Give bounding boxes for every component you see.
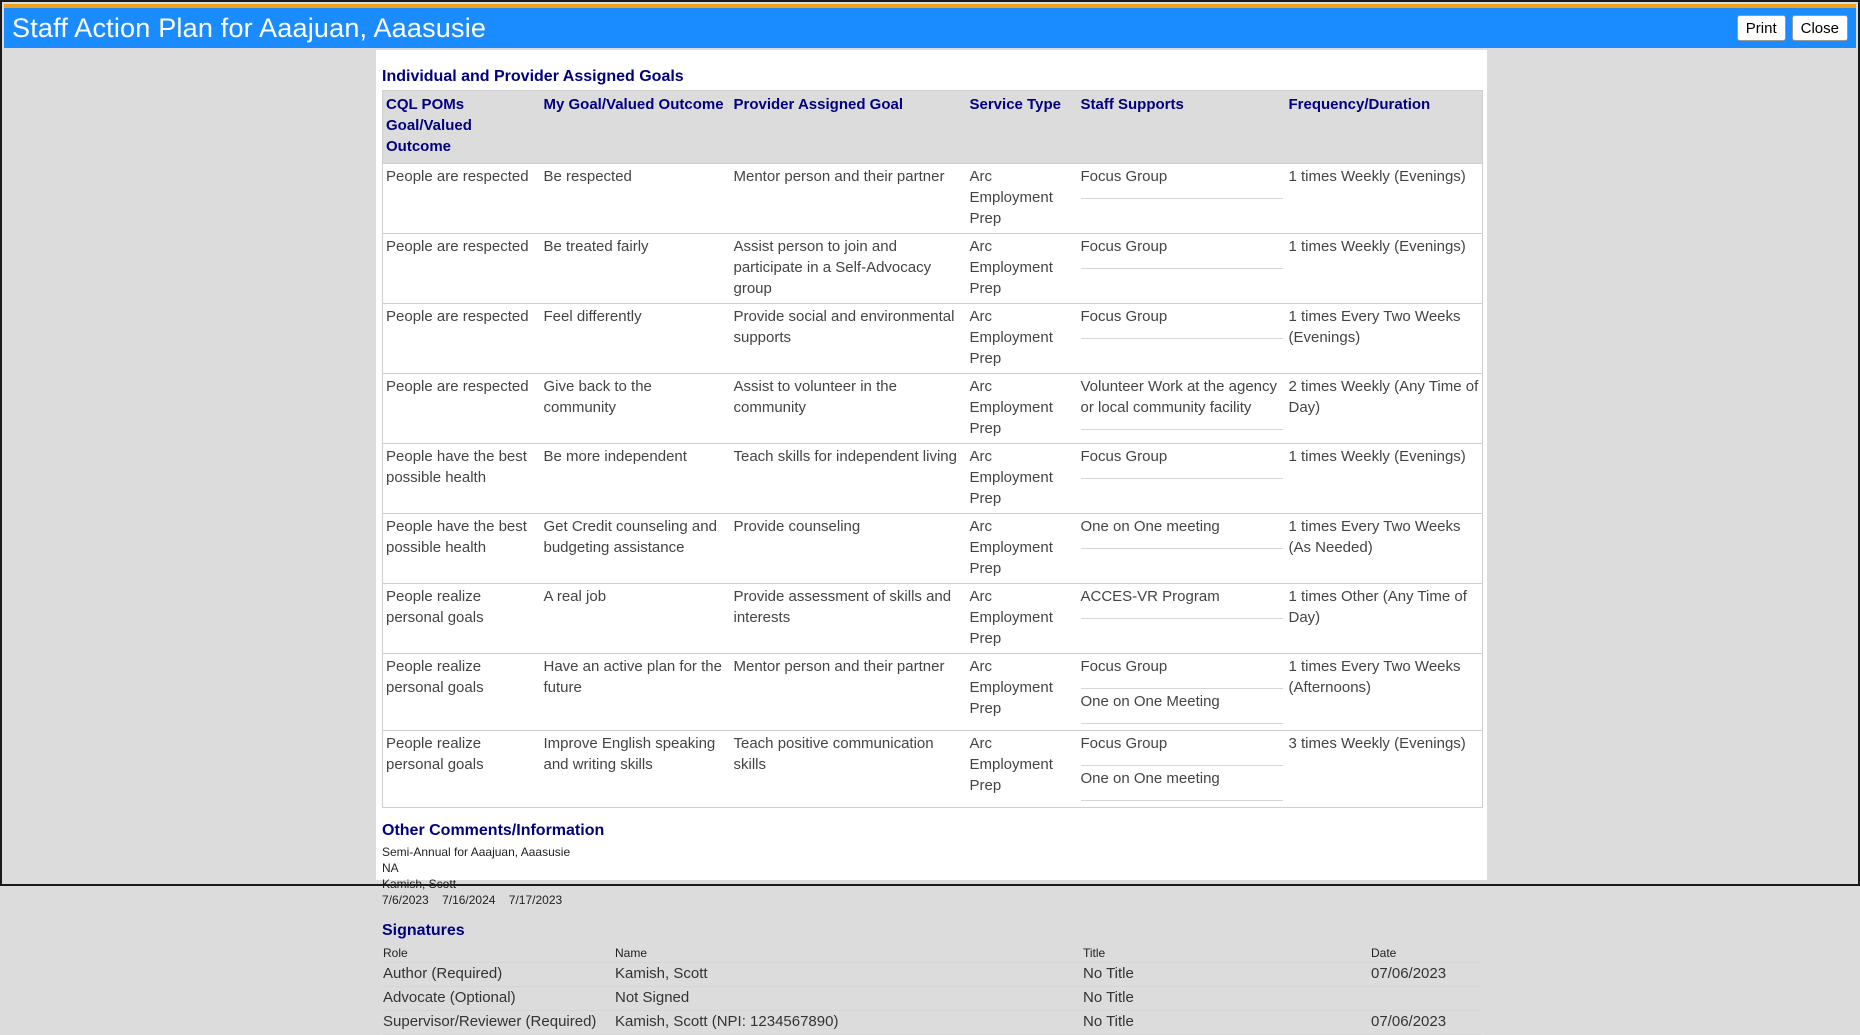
goals-header-row	[383, 91, 1483, 164]
cell-provider-goal: Mentor person and their partner	[731, 164, 967, 234]
cell-provider-goal: Teach positive communication skills	[731, 731, 967, 808]
cell-staff-supports	[1078, 654, 1286, 731]
cell-my-goal: Feel differently	[541, 304, 731, 374]
goal-row	[383, 514, 1483, 584]
cell-staff-supports	[1078, 234, 1286, 304]
col-provider-goal: Provider Assigned Goal	[731, 91, 967, 164]
signature-row	[382, 1011, 1482, 1035]
cell-frequency: 1 times Every Two Weeks (As Needed)	[1286, 514, 1483, 584]
goals-body	[383, 164, 1483, 808]
cell-provider-goal: Provide assessment of skills and interests	[731, 584, 967, 654]
cell-cql-pom: People are respected	[383, 164, 541, 234]
staff-support-item: One on One Meeting	[1081, 691, 1283, 724]
staff-support-item: Volunteer Work at the agency or local community facility	[1081, 376, 1283, 430]
signature-row	[382, 987, 1482, 1011]
cell-frequency: 1 times Weekly (Evenings)	[1286, 164, 1483, 234]
comment-dates	[382, 892, 1481, 908]
comments-section	[382, 822, 1481, 908]
cell-provider-goal: Teach skills for independent living	[731, 444, 967, 514]
staff-support-item: Focus Group	[1081, 656, 1283, 689]
signature-title: No Title	[1082, 987, 1370, 1011]
sig-col-name: Name	[614, 944, 1082, 963]
signatures-table	[382, 944, 1482, 1035]
staff-support-item: Focus Group	[1081, 446, 1283, 479]
signatures-section	[382, 922, 1481, 1035]
signature-role: Advocate (Optional)	[382, 987, 614, 1011]
goals-heading: Individual and Provider Assigned Goals	[382, 68, 684, 85]
signature-date	[1370, 987, 1482, 1011]
cell-service-type: Arc Employment Prep	[967, 304, 1078, 374]
signature-name: Kamish, Scott (NPI: 1234567890)	[614, 1011, 1082, 1035]
cell-frequency: 1 times Weekly (Evenings)	[1286, 444, 1483, 514]
cell-service-type: Arc Employment Prep	[967, 731, 1078, 808]
cell-my-goal: Have an active plan for the future	[541, 654, 731, 731]
cell-my-goal: Get Credit counseling and budgeting assistance	[541, 514, 731, 584]
cell-cql-pom: People realize personal goals	[383, 731, 541, 808]
window-title: Staff Action Plan for Aaajuan, Aaasusie	[12, 12, 487, 43]
comment-line: Semi-Annual for Aaajuan, Aaasusie	[382, 845, 571, 859]
cell-staff-supports	[1078, 514, 1286, 584]
goal-row	[383, 444, 1483, 514]
cell-service-type: Arc Employment Prep	[967, 234, 1078, 304]
goal-row	[383, 731, 1483, 808]
cell-provider-goal: Assist to volunteer in the community	[731, 374, 967, 444]
staff-support-item: One on One meeting	[1081, 768, 1283, 801]
comment-line: NA	[382, 861, 399, 875]
cell-frequency: 1 times Weekly (Evenings)	[1286, 234, 1483, 304]
cell-service-type: Arc Employment Prep	[967, 584, 1078, 654]
signature-title: No Title	[1082, 963, 1370, 987]
goal-row	[383, 304, 1483, 374]
goals-table	[382, 90, 1483, 808]
cell-frequency: 2 times Weekly (Any Time of Day)	[1286, 374, 1483, 444]
cell-provider-goal: Provide social and environmental supports	[731, 304, 967, 374]
signature-row	[382, 963, 1482, 987]
signature-name: Not Signed	[614, 987, 1082, 1011]
cell-staff-supports	[1078, 444, 1286, 514]
signature-role: Author (Required)	[382, 963, 614, 987]
col-staff-supports: Staff Supports	[1078, 91, 1286, 164]
staff-support-item: ACCES-VR Program	[1081, 586, 1283, 619]
sig-col-title: Title	[1082, 944, 1370, 963]
document-sheet	[376, 50, 1487, 1030]
staff-support-item: One on One meeting	[1081, 516, 1283, 549]
signature-title: No Title	[1082, 1011, 1370, 1035]
cell-cql-pom: People are respected	[383, 304, 541, 374]
goal-row	[383, 234, 1483, 304]
sig-col-date: Date	[1370, 944, 1482, 963]
comment-date: 7/17/2023	[508, 893, 563, 907]
cell-my-goal: Be treated fairly	[541, 234, 731, 304]
col-frequency: Frequency/Duration	[1286, 91, 1483, 164]
cell-frequency: 1 times Every Two Weeks (Afternoons)	[1286, 654, 1483, 731]
cell-staff-supports	[1078, 304, 1286, 374]
signatures-heading: Signatures	[382, 922, 465, 939]
print-button[interactable]: Print	[1737, 15, 1786, 41]
cell-service-type: Arc Employment Prep	[967, 164, 1078, 234]
cell-frequency: 1 times Every Two Weeks (Evenings)	[1286, 304, 1483, 374]
cell-cql-pom: People realize personal goals	[383, 584, 541, 654]
title-bar	[4, 8, 1856, 48]
staff-support-item: Focus Group	[1081, 166, 1283, 199]
comment-line: Kamish, Scott	[382, 877, 457, 891]
cell-service-type: Arc Employment Prep	[967, 654, 1078, 731]
cell-cql-pom: People have the best possible health	[383, 514, 541, 584]
comment-date: 7/6/2023	[382, 893, 429, 907]
cell-my-goal: A real job	[541, 584, 731, 654]
cell-cql-pom: People have the best possible health	[383, 444, 541, 514]
close-button[interactable]: Close	[1792, 15, 1848, 41]
cell-provider-goal: Assist person to join and participate in a Self-Advocacy group	[731, 234, 967, 304]
staff-support-item: Focus Group	[1081, 733, 1283, 766]
staff-support-item: Focus Group	[1081, 306, 1283, 339]
cell-service-type: Arc Employment Prep	[967, 444, 1078, 514]
cell-my-goal: Give back to the community	[541, 374, 731, 444]
cell-cql-pom: People are respected	[383, 374, 541, 444]
comments-heading: Other Comments/Information	[382, 822, 605, 839]
cell-staff-supports	[1078, 731, 1286, 808]
cell-staff-supports	[1078, 164, 1286, 234]
signature-date: 07/06/2023	[1370, 1011, 1482, 1035]
cell-cql-pom: People are respected	[383, 234, 541, 304]
signatures-header-row	[382, 944, 1482, 963]
title-bar-actions	[1737, 15, 1848, 41]
cell-service-type: Arc Employment Prep	[967, 514, 1078, 584]
signature-role: Supervisor/Reviewer (Required)	[382, 1011, 614, 1035]
cell-provider-goal: Mentor person and their partner	[731, 654, 967, 731]
cell-my-goal: Be more independent	[541, 444, 731, 514]
col-service-type: Service Type	[967, 91, 1078, 164]
goal-row	[383, 374, 1483, 444]
staff-support-item: Focus Group	[1081, 236, 1283, 269]
comments-lines	[382, 844, 1481, 908]
cell-staff-supports	[1078, 374, 1286, 444]
signature-date: 07/06/2023	[1370, 963, 1482, 987]
sig-col-role: Role	[382, 944, 614, 963]
cell-frequency: 3 times Weekly (Evenings)	[1286, 731, 1483, 808]
cell-my-goal: Be respected	[541, 164, 731, 234]
cell-my-goal: Improve English speaking and writing skills	[541, 731, 731, 808]
cell-service-type: Arc Employment Prep	[967, 374, 1078, 444]
goal-row	[383, 164, 1483, 234]
col-cql-poms: CQL POMs Goal/Valued Outcome	[383, 91, 541, 164]
col-my-goal: My Goal/Valued Outcome	[541, 91, 731, 164]
signatures-body	[382, 963, 1482, 1035]
signature-name: Kamish, Scott	[614, 963, 1082, 987]
goal-row	[383, 584, 1483, 654]
cell-provider-goal: Provide counseling	[731, 514, 967, 584]
comment-date: 7/16/2024	[442, 893, 496, 907]
cell-frequency: 1 times Other (Any Time of Day)	[1286, 584, 1483, 654]
cell-cql-pom: People realize personal goals	[383, 654, 541, 731]
cell-staff-supports	[1078, 584, 1286, 654]
goal-row	[383, 654, 1483, 731]
